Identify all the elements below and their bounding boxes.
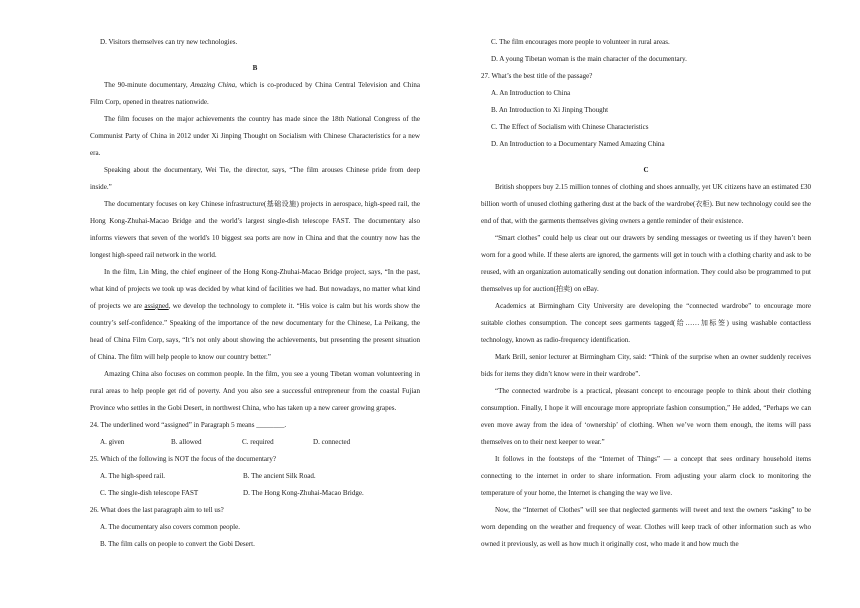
paragraph-c2: “Smart clothes” could help us clear out our drawers by sending messages or tweeting us if they haven’t been worn for a good while. If these alerts are ignored, the garments will get in touch with a clothing charity and ask to be reused, with an organization automatically sending out donation information. They could also be programmed to put themselves up for auction(拍卖) on eBay. <box>481 234 811 293</box>
option: A. given <box>100 438 125 446</box>
option: A. The high-speed rail. <box>100 472 166 480</box>
question-24-options <box>90 434 420 451</box>
question-24: 24. The underlined word “assigned” in Paragraph 5 means ________. <box>90 421 287 429</box>
option-d-prev: D. Visitors themselves can try new technologies. <box>100 38 238 46</box>
question-25: 25. Which of the following is NOT the focus of the documentary? <box>90 455 277 463</box>
right-column <box>481 34 811 553</box>
paragraph-b2: The film focuses on the major achievements the country has made since the 18th National Congress of the Communist Party of China in 2012 under Xi Jinping Thought on Socialism with Chinese Characteristics for a new era. <box>90 115 420 157</box>
paragraph-b5: In the film, Lin Ming, the chief engineer of the Hong Kong-Zhuhai-Macao Bridge project, says, “In the past, what kind of projects we took up was decided by what kind of facilities we had. But nowadays, no matter what kind of projects we are assigned, we develop the technology to complete it. “His voice is calm but his words show the country’s self-confidence.” Speaking of the importance of the new documentary for the Chinese, La Peikang, the head of China Film Corp, says, “It’s not only about showing the achievements, but presenting the present situation of China. The film will help people to know our country better.” <box>90 268 420 361</box>
question-27: 27. What’s the best title of the passage? <box>481 72 593 80</box>
paragraph-b6: Amazing China also focuses on common people. In the film, you see a young Tibetan woman volunteering in rural areas to help people get rid of poverty. And you also see a successful entrepreneur from the coastal Fujian Province who settles in the Gobi Desert, in northwest China, who has taken up a new career growing grapes. <box>90 370 420 412</box>
section-c-heading: C <box>643 166 649 174</box>
paragraph-c5: “The connected wardrobe is a practical, pleasant concept to encourage people to think about their clothing consumption. Finally, I hope it will encourage more appropriate fashion consumption,” He added, “Perhaps we can even move away from the idea of ‘ownership’ of clothing. When we’ve worn them enough, the items will pass themselves on to their next keeper to wear.” <box>481 387 811 446</box>
question-26: 26. What does the last paragraph aim to tell us? <box>90 506 224 514</box>
section-b-heading: B <box>252 64 258 72</box>
option: B. The ancient Silk Road. <box>243 472 316 480</box>
paragraph-b4: The documentary focuses on key Chinese infrastructure(基础设施) projects in aerospace, high-speed rail, the Hong Kong-Zhuhai-Macao Bridge and the world’s largest single-dish telescope FAST. The documentary also informs viewers that seven of the world's 10 biggest sea ports are now in China and that the country now has the longest high-speed rail network in the world. <box>90 200 420 259</box>
option: C. The film encourages more people to volunteer in rural areas. <box>491 38 670 46</box>
left-column <box>90 34 420 553</box>
underlined-word: assigned <box>144 302 169 310</box>
option: D. connected <box>313 438 351 446</box>
paragraph-c6: It follows in the footsteps of the “Internet of Things” — a concept that sees ordinary household items connecting to the internet in order to share information. From adjusting your alarm clock to monitoring the temperature of your home, the Internet is changing the way we live. <box>481 455 811 497</box>
paragraph-c1: British shoppers buy 2.15 million tonnes of clothing and shoes annually, yet UK citizens have an estimated £30 billion worth of unused clothing gathering dust at the back of the wardrobe(衣柜). But new technology could see the end of that, with the garments themselves giving owners a gentle reminder of their existence. <box>481 183 811 225</box>
paragraph-c4: Mark Brill, senior lecturer at Birmingham City, said: “Think of the surprise when an owner suddenly receives bids for items they didn’t know were in their wardrobe”. <box>481 353 811 378</box>
option: B. allowed <box>171 438 202 446</box>
option: D. An Introduction to a Documentary Named Amazing China <box>491 140 665 148</box>
paragraph-b3: Speaking about the documentary, Wei Tie, the director, says, “The film arouses Chinese pride from deep inside.” <box>90 166 420 191</box>
option: B. The film calls on people to convert the Gobi Desert. <box>100 540 255 548</box>
option: A. The documentary also covers common people. <box>100 523 240 531</box>
option: D. The Hong Kong-Zhuhai-Macao Bridge. <box>243 489 364 497</box>
paragraph-c7: Now, the “Internet of Clothes” will see that neglected garments will tweet and text the owners “asking” to be worn depending on the weather and frequency of wear. Clothes will keep track of other information such as who owned it previously, as well as how much it originally cost, who made it and how much the <box>481 506 811 548</box>
option: D. A young Tibetan woman is the main character of the documentary. <box>491 55 687 63</box>
question-25-options-row1 <box>90 468 420 485</box>
option: A. An Introduction to China <box>491 89 571 97</box>
option: C. The single-dish telescope FAST <box>100 489 199 497</box>
question-25-options-row2 <box>90 485 420 502</box>
paragraph-c3: Academics at Birmingham City University are developing the “connected wardrobe” to encourage more suitable clothes consumption. The concept sees garments tagged(给……加标签) using washable contactless technology, known as radio-frequency identification. <box>481 302 811 344</box>
option: C. The Effect of Socialism with Chinese Characteristics <box>491 123 649 131</box>
paragraph-b1: The 90-minute documentary, Amazing China, which is co-produced by China Central Television and China Film Corp, opened in theatres nationwide. <box>90 81 421 106</box>
option: C. required <box>242 438 274 446</box>
option: B. An Introduction to Xi Jinping Thought <box>491 106 609 114</box>
